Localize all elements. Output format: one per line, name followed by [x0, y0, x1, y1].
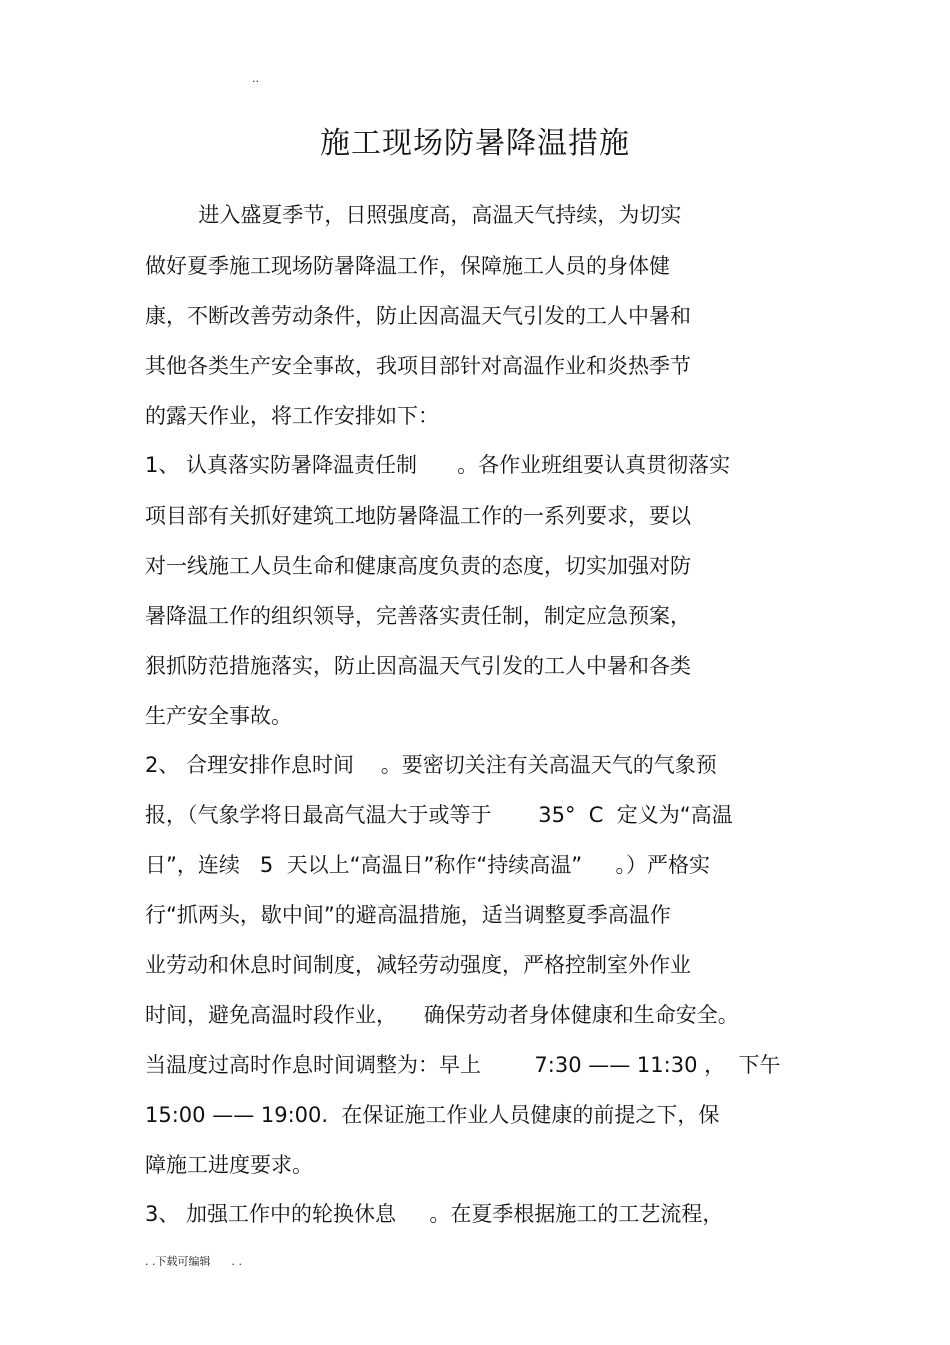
body-line: 当温度过高时作息时间调整为：早上 7:30 —— 11:30 ， 下午	[145, 1053, 781, 1077]
body-line: 1、 认真落实防暑降温责任制 。各作业班组要认真贯彻落实	[145, 453, 731, 477]
body-line: 15:00 —— 19:00. 在保证施工作业人员健康的前提之下，保	[145, 1103, 720, 1127]
body-line: 障施工进度要求。	[145, 1153, 313, 1177]
body-line: 日”，连续 5 天以上“高温日”称作“持续高温” 。）严格实	[145, 853, 711, 877]
body-line: 项目部有关抓好建筑工地防暑降温工作的一系列要求，要以	[145, 504, 691, 528]
header-mark: ..	[252, 72, 259, 85]
body-line: 2、 合理安排作息时间 。要密切关注有关高温天气的气象预	[145, 753, 717, 777]
body-line: 狠抓防范措施落实，防止因高温天气引发的工人中暑和各类	[145, 654, 691, 678]
body-line: 暑降温工作的组织领导，完善落实责任制，制定应急预案，	[145, 604, 691, 628]
body-line: 生产安全事故。	[145, 704, 292, 728]
document-title: 施工现场防暑降温措施	[320, 126, 630, 161]
body-line: 业劳动和休息时间制度，减轻劳动强度，严格控制室外作业	[145, 953, 691, 977]
body-line: 其他各类生产安全事故，我项目部针对高温作业和炎热季节	[145, 354, 691, 378]
body-line: 行“抓两头，歇中间”的避高温措施，适当调整夏季高温作	[145, 903, 671, 927]
body-line: 时间，避免高温时段作业， 确保劳动者身体健康和生命安全。	[145, 1003, 739, 1027]
body-line: 进入盛夏季节，日照强度高，高温天气持续，为切实	[145, 203, 682, 227]
body-line: 康，不断改善劳动条件，防止因高温天气引发的工人中暑和	[145, 304, 691, 328]
body-line: 3、 加强工作中的轮换休息 。在夏季根据施工的工艺流程，	[145, 1202, 724, 1226]
footer-mark: . .下载可编辑 . .	[145, 1255, 242, 1268]
body-line: 对一线施工人员生命和健康高度负责的态度，切实加强对防	[145, 554, 691, 578]
body-line: 做好夏季施工现场防暑降温工作，保障施工人员的身体健	[145, 254, 670, 278]
body-line: 报，（气象学将日最高气温大于或等于 35° C 定义为“高温	[145, 803, 733, 827]
body-line: 的露天作业，将工作安排如下：	[145, 404, 439, 428]
